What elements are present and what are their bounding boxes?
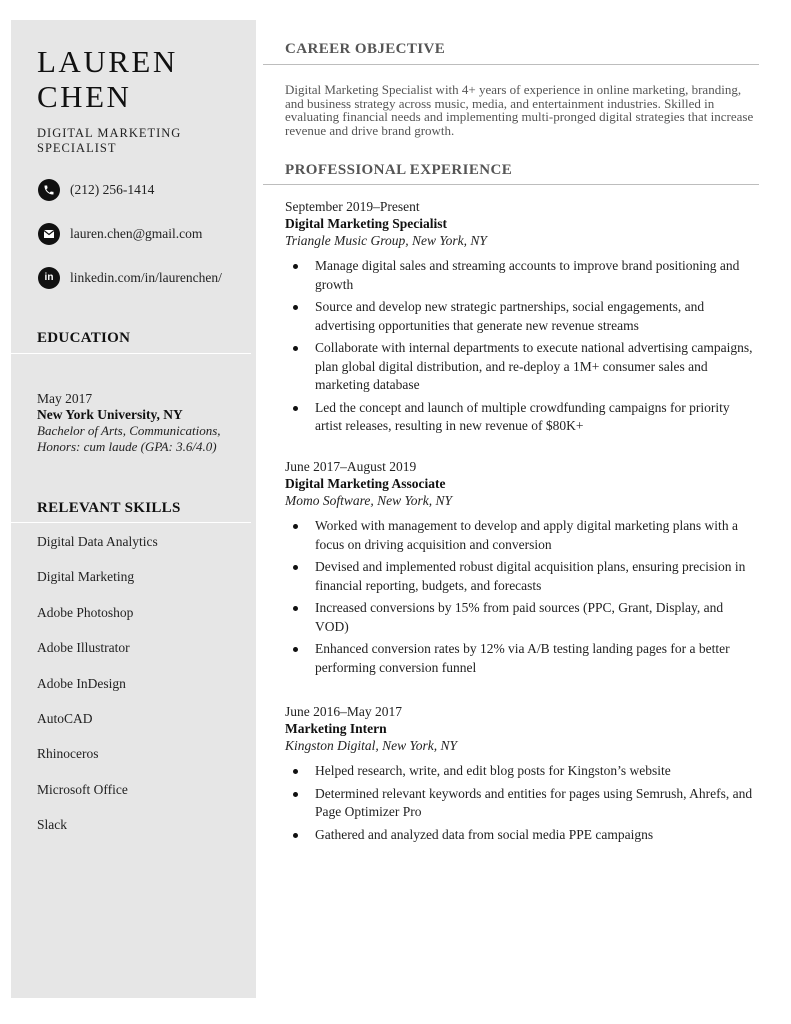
job-entry — [285, 703, 755, 848]
contact-email — [38, 223, 202, 245]
skills-heading: RELEVANT SKILLS — [37, 500, 181, 516]
linkedin-icon-text: in — [44, 272, 54, 283]
job-entry — [285, 198, 755, 440]
envelope-icon — [38, 223, 60, 245]
skill-item: Adobe Illustrator — [37, 640, 130, 656]
education-divider — [11, 353, 251, 354]
job-title: DIGITAL MARKETING SPECIALIST — [37, 126, 182, 155]
candidate-name — [37, 44, 178, 114]
job-bullet: Manage digital sales and streaming accounts to improve brand positioning and growth — [285, 257, 755, 294]
job-bullets — [285, 517, 755, 677]
job-bullet: Source and develop new strategic partnerships, social engagements, and advertising opportunities that generate new revenue streams — [285, 298, 755, 335]
skill-item: Microsoft Office — [37, 781, 128, 797]
objective-divider — [263, 64, 759, 65]
phone-icon — [38, 179, 60, 201]
objective-heading: CAREER OBJECTIVE — [285, 41, 446, 57]
job-role: Digital Marketing Specialist — [285, 216, 447, 231]
skill-item: Adobe Photoshop — [37, 604, 134, 620]
education-entry — [37, 391, 221, 455]
job-role: Digital Marketing Associate — [285, 476, 446, 491]
experience-heading: PROFESSIONAL EXPERIENCE — [285, 162, 513, 178]
job-bullet: Gathered and analyzed data from social media PPE campaigns — [285, 826, 755, 845]
linkedin-link[interactable]: linkedin.com/in/laurenchen/ — [70, 270, 222, 285]
first-name: LAUREN — [37, 44, 178, 79]
skills-divider — [11, 522, 251, 523]
objective-text: Digital Marketing Specialist with 4+ years of experience in online marketing, branding, and business strategy across music, media, and entertainment industries. Skilled in evaluating financial needs and implementing multi-pronged digital strategies that increase revenue and drive brand growth. — [285, 82, 754, 138]
skill-item: Digital Data Analytics — [37, 534, 158, 549]
phone-text: (212) 256-1414 — [70, 182, 155, 197]
job-bullet: Increased conversions by 15% from paid sources (PPC, Grant, Display, and VOD) — [285, 599, 755, 636]
job-dates: June 2016–May 2017 — [285, 704, 402, 719]
job-bullet: Determined relevant keywords and entities for pages using Semrush, Ahrefs, and Page Optimizer Pro — [285, 785, 755, 822]
education-honors: Honors: cum laude (GPA: 3.6/4.0) — [37, 439, 217, 454]
job-entry — [285, 458, 755, 681]
skill-item: Digital Marketing — [37, 569, 135, 585]
job-bullets — [285, 762, 755, 844]
job-dates: September 2019–Present — [285, 199, 420, 214]
job-bullet: Worked with management to develop and apply digital marketing plans with a focus on driving acquisition and conversion — [285, 517, 755, 554]
job-bullet: Devised and implemented robust digital acquisition plans, ensuring precision in financial reporting, budgets, and forecasts — [285, 558, 755, 595]
job-role: Marketing Intern — [285, 721, 387, 736]
skills-list — [37, 533, 158, 852]
job-company: Momo Software, New York, NY — [285, 493, 453, 508]
skill-item: AutoCAD — [37, 710, 93, 726]
job-bullet: Enhanced conversion rates by 12% via A/B testing landing pages for a better performing conversion funnel — [285, 640, 755, 677]
job-company: Triangle Music Group, New York, NY — [285, 233, 487, 248]
education-school: New York University, NY — [37, 407, 183, 422]
job-dates: June 2017–August 2019 — [285, 459, 417, 474]
linkedin-icon — [38, 267, 60, 289]
job-company: Kingston Digital, New York, NY — [285, 738, 458, 753]
job-bullet: Led the concept and launch of multiple crowdfunding campaigns for priority artist releases, resulting in new revenue of $80K+ — [285, 399, 755, 436]
skill-item: Adobe InDesign — [37, 675, 126, 691]
education-heading: EDUCATION — [37, 330, 131, 346]
skill-item: Slack — [37, 817, 67, 833]
education-date: May 2017 — [37, 391, 93, 406]
contact-phone — [38, 179, 154, 201]
job-bullet: Helped research, write, and edit blog posts for Kingston’s website — [285, 762, 755, 781]
education-degree: Bachelor of Arts, Communications, — [37, 423, 221, 438]
job-bullet: Collaborate with internal departments to execute national advertising campaigns, plan global digital distribution, and re-deploy a 1M+ consumer sales and marketing database — [285, 339, 755, 395]
experience-divider — [263, 184, 759, 185]
contact-linkedin — [38, 267, 222, 289]
email-link[interactable]: lauren.chen@gmail.com — [70, 226, 203, 241]
job-bullets — [285, 257, 755, 436]
last-name: CHEN — [37, 79, 132, 114]
skill-item: Rhinoceros — [37, 746, 99, 762]
